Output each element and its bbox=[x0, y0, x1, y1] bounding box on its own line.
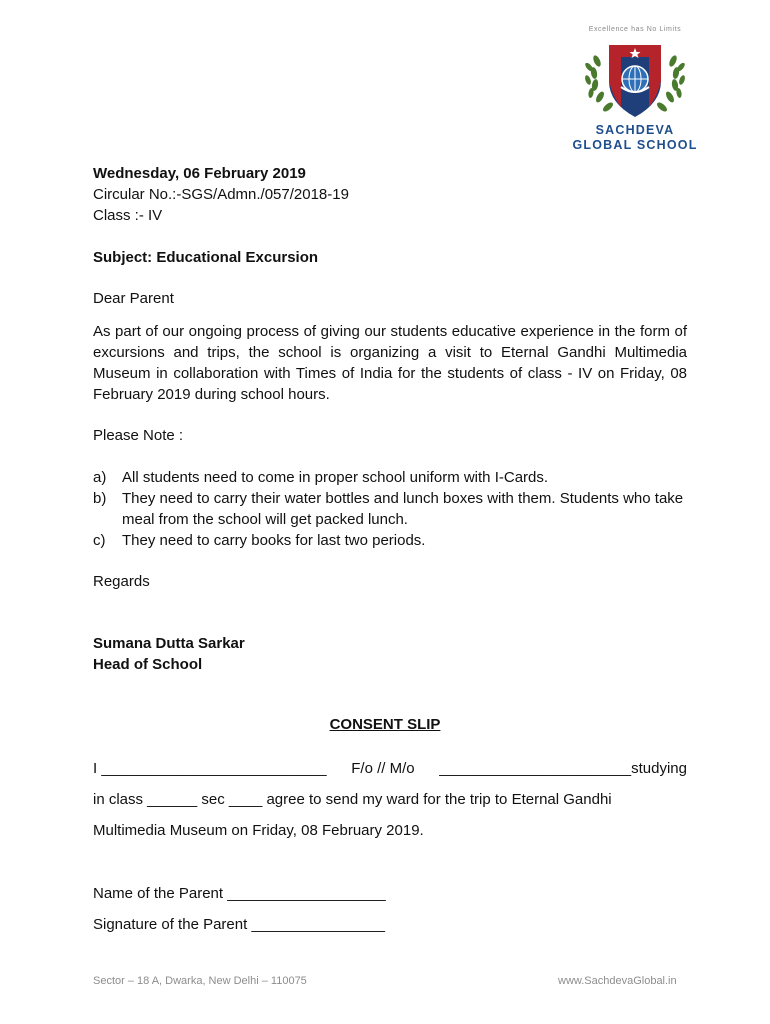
salutation: Dear Parent bbox=[93, 290, 174, 307]
closing: Regards bbox=[93, 573, 150, 590]
list-marker: c) bbox=[93, 532, 106, 549]
logo-tagline: Excellence has No Limits bbox=[588, 26, 682, 33]
signatory-name: Sumana Dutta Sarkar bbox=[93, 635, 245, 652]
logo-name-line1: SACHDEVA bbox=[595, 123, 675, 137]
body-paragraph: As part of our ongoing process of giving our students educative experience in the form of excursions and trips, the school is organizing a visit to Eternal Gandhi Multimedia Museum in collaboration with Times of India for the students of class - IV on Friday, 08 February 2019 during school hours. bbox=[93, 323, 687, 403]
circular-number: Circular No.:-SGS/Admn./057/2018-19 bbox=[93, 186, 349, 203]
consent-relation: F/o // M/o bbox=[351, 760, 415, 777]
parent-signature-field: Signature of the Parent ________________ bbox=[93, 916, 385, 933]
list-marker: b) bbox=[93, 490, 107, 507]
list-item-text: All students need to come in proper school uniform with I-Cards. bbox=[122, 469, 549, 486]
consent-slip-title: CONSENT SLIP bbox=[329, 716, 441, 733]
footer-website: www.SachdevaGlobal.in bbox=[558, 975, 677, 987]
note-heading: Please Note : bbox=[93, 427, 184, 444]
list-item bbox=[93, 467, 693, 488]
logo-name-line2: GLOBAL SCHOOL bbox=[572, 138, 698, 152]
parent-name-field: Name of the Parent ___________________ bbox=[93, 885, 386, 902]
signatory-title: Head of School bbox=[93, 656, 203, 673]
list-item bbox=[93, 488, 693, 530]
notes-list bbox=[93, 467, 693, 551]
list-item-text: They need to carry their water bottles and lunch boxes with them. Students who take meal from the school will get packed lunch. bbox=[122, 490, 684, 528]
consent-line-1 bbox=[93, 758, 687, 779]
consent-line-3: Multimedia Museum on Friday, 08 February 2019. bbox=[93, 822, 424, 839]
consent-name-blank: I ___________________________ bbox=[93, 760, 327, 777]
school-logo bbox=[560, 26, 710, 154]
consent-line-2: in class ______ sec ____ agree to send my ward for the trip to Eternal Gandhi bbox=[93, 791, 612, 808]
subject-line: Subject: Educational Excursion bbox=[93, 249, 319, 266]
class-label: Class :- IV bbox=[93, 207, 163, 224]
footer-address: Sector – 18 A, Dwarka, New Delhi – 110075 bbox=[93, 975, 307, 987]
consent-studying-blank: _______________________studying bbox=[439, 760, 687, 777]
school-crest-icon bbox=[585, 37, 685, 121]
list-item bbox=[93, 530, 693, 551]
list-item-text: They need to carry books for last two periods. bbox=[122, 532, 426, 549]
list-marker: a) bbox=[93, 469, 107, 486]
letter-date: Wednesday, 06 February 2019 bbox=[93, 165, 306, 182]
